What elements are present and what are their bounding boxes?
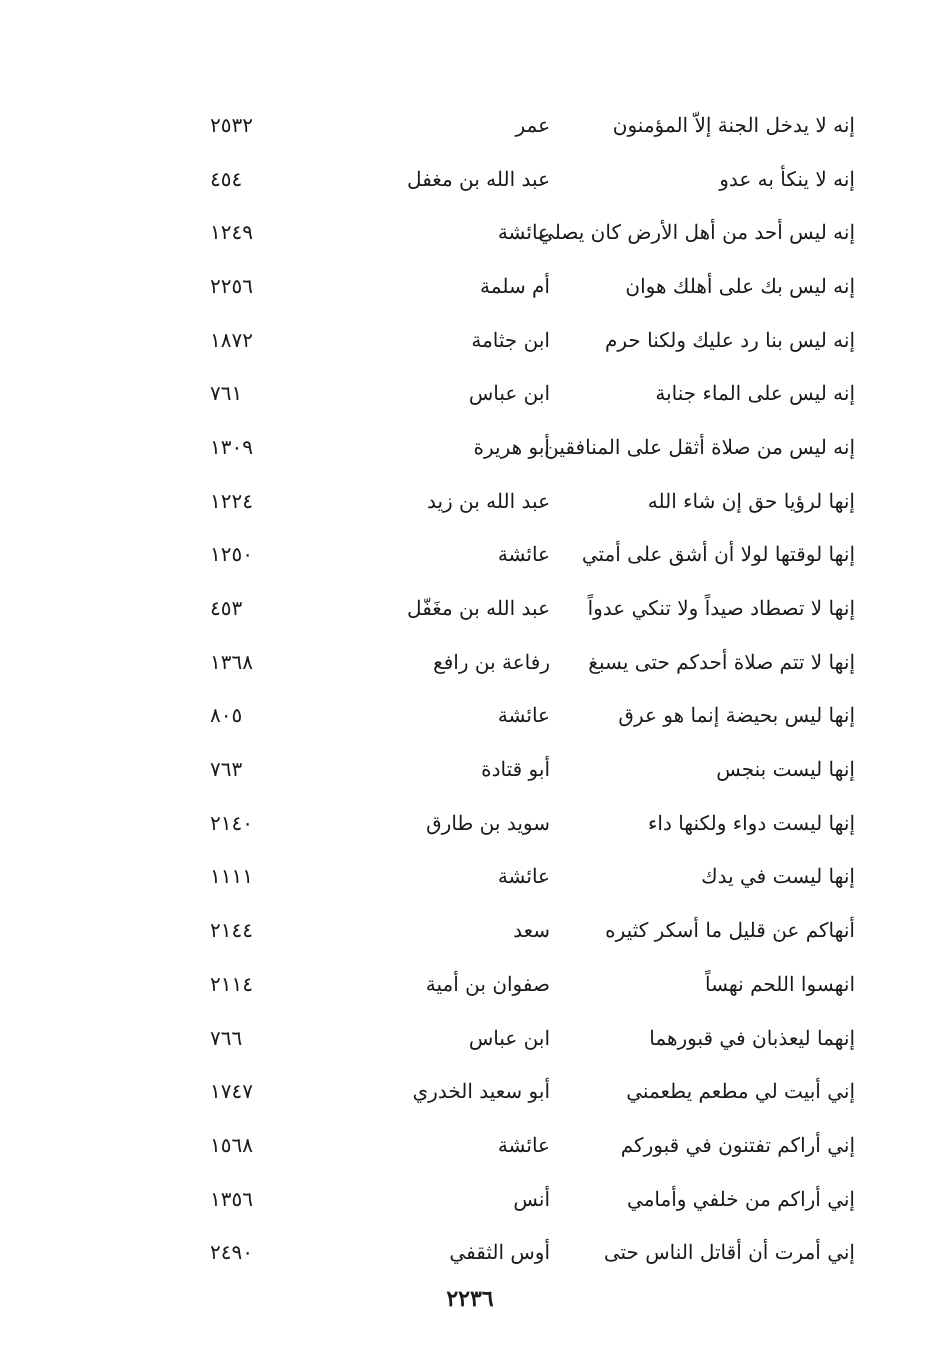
narrator-name: عائشة [497,703,550,728]
narrator-name: ابن عباس [468,1025,550,1050]
hadith-text: إنه لا يدخل الجنة إلاّ المؤمنون [612,112,855,137]
narrator-name: عائشة [497,1132,550,1157]
hadith-text: إنها ليست دواء ولكنها داء [647,810,855,835]
hadith-number: ٢١٤٤ [210,918,253,943]
narrator-name: رفاعة بن رافع [433,649,550,674]
hadith-number: ١٢٤٩ [210,220,253,245]
hadith-number: ١١١١ [210,864,253,889]
narrator-name: سويد بن طارق [426,810,550,835]
index-row [140,1064,855,1118]
hadith-number: ٤٥٤ [210,166,243,191]
narrator-name: عبد الله بن زيد [426,488,550,513]
page-number: ٢٢٣٦ [446,1286,494,1312]
index-row [140,366,855,420]
index-row [140,903,855,957]
hadith-text: إنه ليس على الماء جنابة [655,381,855,406]
narrator-name: أم سلمة [480,273,550,298]
index-row [140,152,855,206]
index-row [140,1225,855,1279]
index-row [140,313,855,367]
narrator-name: عبد الله بن مغَفّل [407,596,550,621]
hadith-text: إنه ليس بك على أهلك هوان [625,273,855,298]
index-row [140,742,855,796]
index-row [140,581,855,635]
hadith-number: ١٨٧٢ [210,327,253,352]
hadith-text: إنها لا تصطاد صيداً ولا تنكي عدواً [587,596,855,621]
index-row [140,635,855,689]
hadith-text: إنه لا ينكأ به عدو [719,166,855,191]
index-row [140,1118,855,1172]
index-row [140,1011,855,1065]
narrator-name: عائشة [497,864,550,889]
hadith-text: إنها لا تتم صلاة أحدكم حتى يسبغ [588,649,855,674]
hadith-number: ٢١٤٠ [210,810,253,835]
index-row [140,474,855,528]
hadith-number: ٢١١٤ [210,971,253,996]
index-row [140,528,855,582]
hadith-number: ٢٢٥٦ [210,273,253,298]
hadith-text: إنه ليس بنا رد عليك ولكنا حرم [604,327,855,352]
narrator-name: عائشة [497,542,550,567]
hadith-number: ١٢٢٤ [210,488,253,513]
hadith-text: إني أبيت لي مطعم يطعمني [626,1079,855,1104]
hadith-number: ١٣٠٩ [210,434,253,459]
hadith-index-table [140,98,855,1279]
narrator-name: أوس الثقفي [449,1240,550,1265]
hadith-number: ٤٥٣ [210,596,243,621]
index-row [140,259,855,313]
hadith-number: ٧٦١ [210,381,243,406]
narrator-name: عمر [515,112,550,137]
hadith-text: إنها لرؤيا حق إن شاء الله [647,488,855,513]
narrator-name: ابن عباس [468,381,550,406]
hadith-number: ١٣٦٨ [210,649,253,674]
hadith-text: انهسوا اللحم نهساً [705,971,855,996]
hadith-number: ٨٠٥ [210,703,243,728]
hadith-text: أنهاكم عن قليل ما أسكر كثيره [605,918,855,943]
narrator-name: صفوان بن أمية [425,971,550,996]
hadith-text: إنها ليس بحيضة إنما هو عرق [618,703,855,728]
index-row [140,1172,855,1226]
hadith-text: إنها لوقتها لولا أن أشق على أمتي [581,542,855,567]
hadith-text: إني أراكم من خلفي وأمامي [627,1186,855,1211]
hadith-text: إني أمرت أن أقاتل الناس حتى [603,1240,855,1265]
hadith-number: ١٧٤٧ [210,1079,253,1104]
hadith-number: ٧٦٦ [210,1025,243,1050]
narrator-name: سعد [513,918,550,943]
index-row [140,98,855,152]
hadith-number: ١٥٦٨ [210,1132,253,1157]
index-row [140,957,855,1011]
hadith-text: إنه ليس أحد من أهل الأرض كان يصلي [538,220,855,245]
hadith-number: ١٣٥٦ [210,1186,253,1211]
hadith-number: ٧٦٣ [210,757,243,782]
narrator-name: عائشة [497,220,550,245]
index-row [140,850,855,904]
index-row [140,205,855,259]
index-row [140,420,855,474]
hadith-text: إنهما ليعذبان في قبورهما [649,1025,855,1050]
narrator-name: أنس [513,1186,550,1211]
index-row [140,689,855,743]
hadith-text: إنها ليست بنجس [716,757,855,782]
narrator-name: ابن جثامة [471,327,550,352]
hadith-number: ٢٥٣٢ [210,112,253,137]
narrator-name: عبد الله بن مغفل [407,166,550,191]
hadith-number: ٢٤٩٠ [210,1240,253,1265]
hadith-text: إنه ليس من صلاة أثقل على المنافقين [544,434,855,459]
hadith-text: إني أراكم تفتنون في قبوركم [620,1132,855,1157]
narrator-name: أبو قتادة [481,757,550,782]
narrator-name: أبو هريرة [473,434,550,459]
hadith-text: إنها ليست في يدك [701,864,855,889]
narrator-name: أبو سعيد الخدري [412,1079,550,1104]
hadith-number: ١٢٥٠ [210,542,253,567]
index-row [140,796,855,850]
